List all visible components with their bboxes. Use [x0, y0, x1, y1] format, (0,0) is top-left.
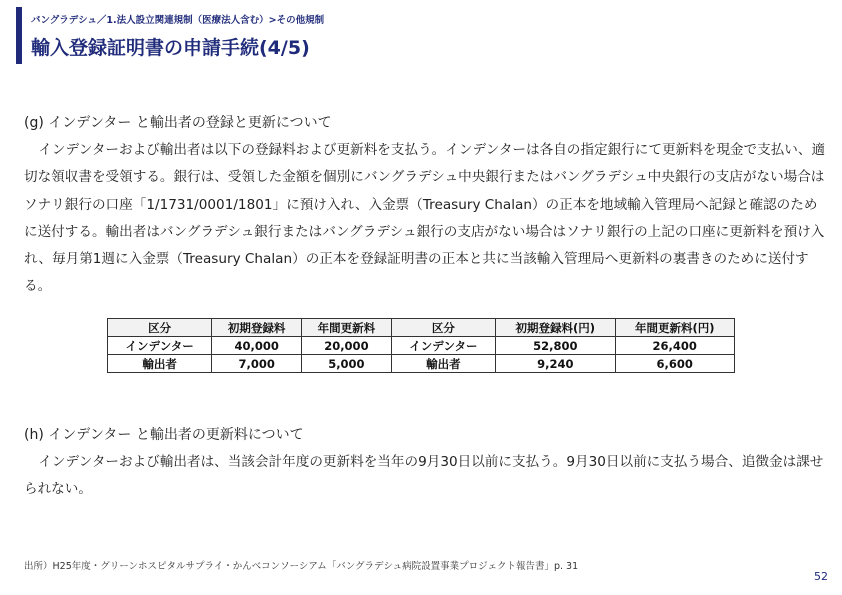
table-cell: インデンター: [108, 337, 212, 355]
header-category-lc: 区分: [108, 319, 212, 337]
table-cell: 7,000: [212, 355, 302, 373]
fee-table-header-row: [108, 319, 735, 337]
table-cell: 輸出者: [391, 355, 495, 373]
section-g: [24, 113, 826, 301]
table-cell: 40,000: [212, 337, 302, 355]
table-cell: インデンター: [391, 337, 495, 355]
table-cell: 26,400: [615, 337, 735, 355]
section-h-heading: (h) インデンター と輸出者の更新料について: [24, 427, 304, 443]
breadcrumb: バングラデシュ／1.法人設立関連規制（医療法人含む）>その他規制: [31, 15, 325, 26]
header-initial-fee-lc: 初期登録料: [212, 319, 302, 337]
section-g-heading: (g) インデンター と輸出者の登録と更新について: [24, 115, 332, 131]
header-category-jpy: 区分: [391, 319, 495, 337]
page-number: 52: [814, 570, 828, 583]
table-row: [108, 355, 735, 373]
section-g-body: インデンターおよび輸出者は以下の登録料および更新料を支払う。インデンターは各自の指定銀行にて更新料を現金で支払い、適切な領収書を受領する。銀行は、受領した金額を個別にバングラデシュ中央銀行またはバングラデシュ中央銀行の支店がない場合はソナリ銀行の口座「1/1731/0001/1801」に預け入れ、入金票（Treasury Chalan）の正本を地域輸入管理局へ記録と確認のために送付する。輸出者はバングラデシュ銀行またはバングラデシュ銀行の支店がない場合はソナリ銀行の上記の口座に更新料を預け入れ、毎月第1週に入金票（Treasury Chalan）の正本を登録証明書の正本と共に当該輸入管理局へ更新料の裏書きのために送付する。: [24, 142, 826, 295]
table-row: [108, 337, 735, 355]
source-citation: 出所）H25年度・グリーンホスピタルサプライ・かんべコンソーシアム「バングラデシュ病院設置事業プロジェクト報告書」p. 31: [24, 561, 579, 572]
header-initial-fee-jpy: 初期登録料(円): [496, 319, 615, 337]
page-title: 輸入登録証明書の申請手続(4/5): [31, 37, 310, 59]
table-cell: 6,600: [615, 355, 735, 373]
title-accent-bar: [16, 7, 22, 64]
header-annual-fee-lc: 年間更新料: [302, 319, 392, 337]
fee-table: [107, 318, 735, 373]
table-cell: 20,000: [302, 337, 392, 355]
table-cell: 9,240: [496, 355, 615, 373]
table-cell: 52,800: [496, 337, 615, 355]
header-annual-fee-jpy: 年間更新料(円): [615, 319, 735, 337]
section-h: [24, 425, 826, 504]
table-cell: 5,000: [302, 355, 392, 373]
section-h-body: インデンターおよび輸出者は、当該会計年度の更新料を当年の9月30日以前に支払う。9月30日以前に支払う場合、追徴金は課せられない。: [24, 454, 824, 498]
table-cell: 輸出者: [108, 355, 212, 373]
